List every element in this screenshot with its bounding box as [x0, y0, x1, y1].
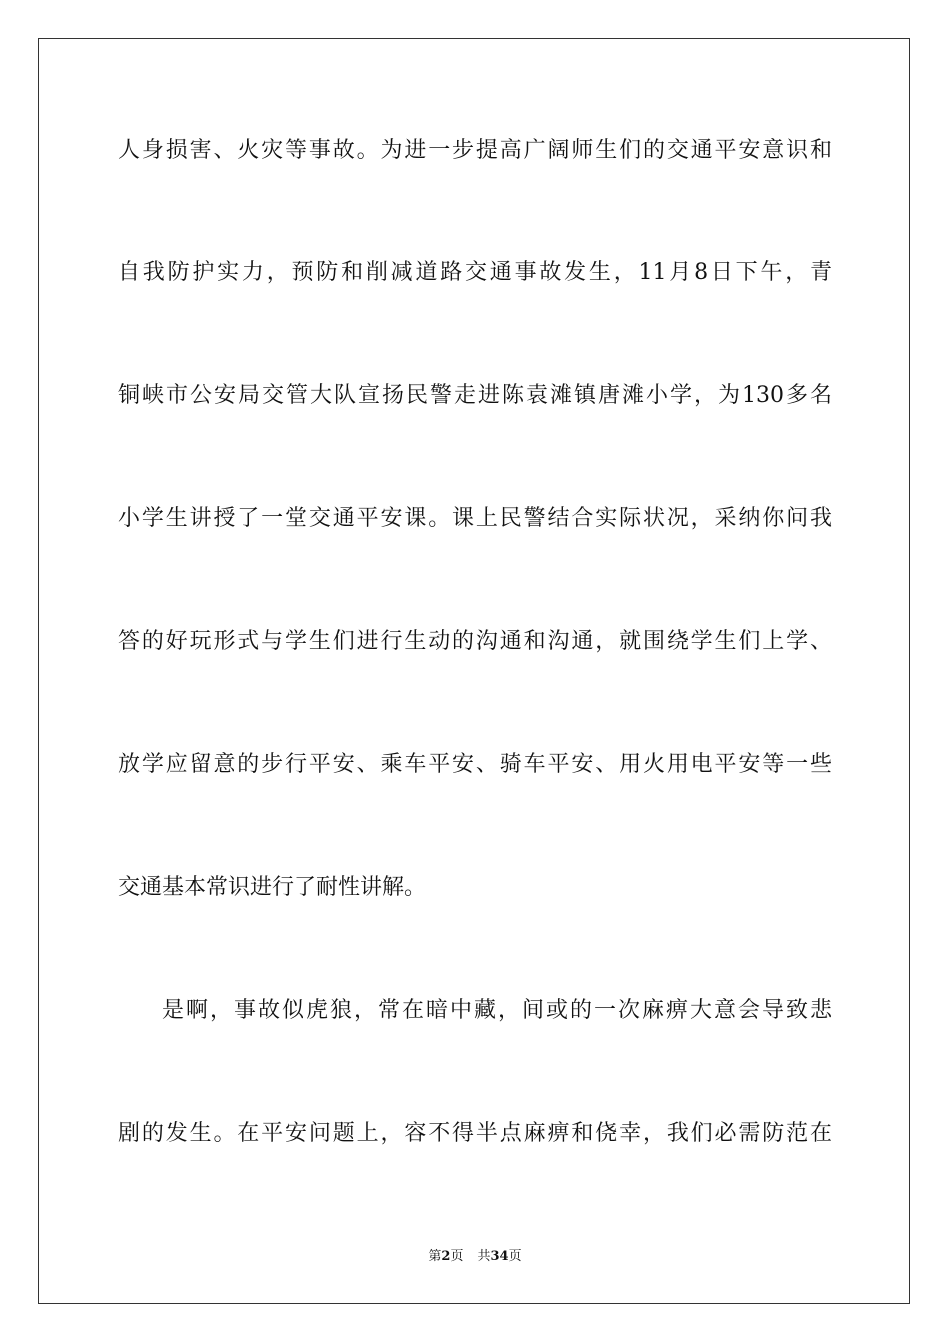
total-prefix: 共: [477, 1249, 491, 1264]
paragraph-line: 交通基本常识进行了耐性讲解。: [118, 875, 427, 900]
paragraph-line: 自我防护实力，预防和削减道路交通事故发生，11月8日下午，青: [118, 260, 832, 285]
page-prefix: 第: [428, 1249, 442, 1264]
paragraph-line: 铜峡市公安局交管大队宣扬民警走进陈袁滩镇唐滩小学，为130多名: [118, 383, 832, 408]
paragraph-line: 小学生讲授了一堂交通平安课。课上民警结合实际状况，采纳你问我: [118, 506, 832, 531]
total-pages: 34: [490, 1249, 509, 1264]
page-number: 2: [441, 1249, 451, 1264]
total-suffix: 页: [508, 1249, 522, 1264]
page-footer: [0, 1248, 950, 1266]
page-suffix: 页: [450, 1249, 464, 1264]
paragraph-line: 答的好玩形式与学生们进行生动的沟通和沟通，就围绕学生们上学、: [118, 629, 832, 654]
paragraph-line: 剧的发生。在平安问题上，容不得半点麻痹和侥幸，我们必需防范在: [118, 1121, 832, 1146]
page-border: [38, 38, 910, 1304]
paragraph-line: 是啊，事故似虎狼，常在暗中藏，间或的一次麻痹大意会导致悲: [162, 998, 832, 1023]
paragraph-line: 放学应留意的步行平安、乘车平安、骑车平安、用火用电平安等一些: [118, 752, 832, 777]
paragraph-line: 人身损害、火灾等事故。为进一步提高广阔师生们的交通平安意识和: [118, 138, 832, 163]
